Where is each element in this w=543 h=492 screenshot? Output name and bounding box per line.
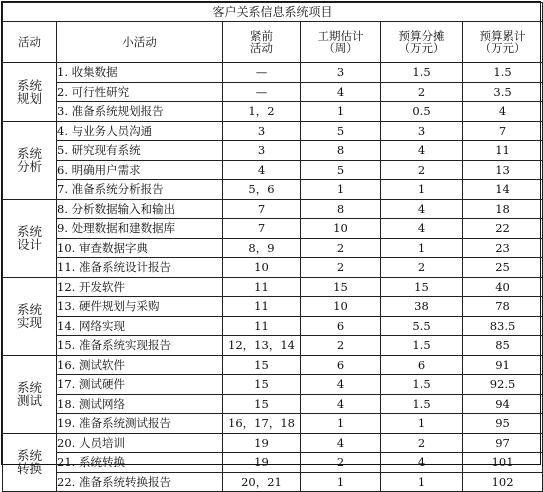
predecessor-cell: 15: [223, 375, 301, 395]
budget-cell: 0.5: [381, 102, 463, 122]
sub-activity-cell: 10. 审查数据字典: [57, 238, 223, 258]
table-row: [3, 141, 543, 161]
cumulative-cell: 40: [463, 277, 543, 297]
duration-cell: 10: [301, 297, 381, 317]
predecessor-cell: 3: [223, 121, 301, 141]
budget-cell: 38: [381, 297, 463, 317]
duration-cell: 4: [301, 433, 381, 453]
table-row: [3, 394, 543, 414]
duration-cell: 8: [301, 199, 381, 219]
duration-cell: 5: [301, 160, 381, 180]
duration-cell: 1: [301, 102, 381, 122]
cumulative-cell: 102: [463, 472, 543, 492]
budget-cell: 6: [381, 355, 463, 375]
sub-activity-cell: 8. 分析数据输入和输出: [57, 199, 223, 219]
table-row: [3, 199, 543, 219]
budget-cell: 4: [381, 141, 463, 161]
duration-cell: 6: [301, 355, 381, 375]
table-row: [3, 277, 543, 297]
budget-cell: 4: [381, 219, 463, 239]
predecessor-cell: —: [223, 63, 301, 83]
sub-activity-cell: 20. 人员培训: [57, 433, 223, 453]
table-row: [3, 102, 543, 122]
sub-activity-cell: 4. 与业务人员沟通: [57, 121, 223, 141]
budget-cell: 1.5: [381, 394, 463, 414]
predecessor-cell: 7: [223, 219, 301, 239]
project-budget-table-sheet: [1, 1, 541, 489]
table-row: [3, 433, 543, 453]
budget-cell: 5.5: [381, 316, 463, 336]
cumulative-cell: 13: [463, 160, 543, 180]
duration-cell: 2: [301, 258, 381, 278]
budget-cell: 2: [381, 82, 463, 102]
header-budget: 预算分摊 （万元）: [381, 22, 463, 63]
table-row: [3, 180, 543, 200]
duration-cell: 1: [301, 472, 381, 492]
predecessor-cell: 3: [223, 141, 301, 161]
duration-cell: 6: [301, 316, 381, 336]
budget-cell: 1: [381, 238, 463, 258]
budget-cell: 1.5: [381, 63, 463, 83]
project-budget-table: [2, 2, 543, 492]
cumulative-cell: 11: [463, 141, 543, 161]
table-row: [3, 160, 543, 180]
header-cumulative: 预算累计 （万元）: [463, 22, 543, 63]
cumulative-cell: 101: [463, 453, 543, 473]
sub-activity-cell: 2. 可行性研究: [57, 82, 223, 102]
duration-cell: 4: [301, 394, 381, 414]
budget-cell: 1: [381, 180, 463, 200]
cumulative-cell: 85: [463, 336, 543, 356]
table-row: [3, 82, 543, 102]
activity-group-cell: 系统 实现: [3, 277, 57, 355]
cumulative-cell: 7: [463, 121, 543, 141]
duration-cell: 2: [301, 336, 381, 356]
predecessor-cell: 12，13，14: [223, 336, 301, 356]
cumulative-cell: 91: [463, 355, 543, 375]
duration-cell: 5: [301, 121, 381, 141]
sub-activity-cell: 3. 准备系统规划报告: [57, 102, 223, 122]
table-row: [3, 297, 543, 317]
table-row: [3, 414, 543, 434]
cumulative-cell: 23: [463, 238, 543, 258]
sub-activity-cell: 9. 处理数据和建数据库: [57, 219, 223, 239]
predecessor-cell: —: [223, 82, 301, 102]
sub-activity-cell: 16. 测试软件: [57, 355, 223, 375]
budget-cell: 1: [381, 414, 463, 434]
predecessor-cell: 15: [223, 394, 301, 414]
cumulative-cell: 3.5: [463, 82, 543, 102]
budget-cell: 2: [381, 433, 463, 453]
predecessor-cell: 10: [223, 258, 301, 278]
sub-activity-cell: 12. 开发软件: [57, 277, 223, 297]
sub-activity-cell: 11. 准备系统设计报告: [57, 258, 223, 278]
cumulative-cell: 94: [463, 394, 543, 414]
cumulative-cell: 25: [463, 258, 543, 278]
table-row: [3, 472, 543, 492]
table-row: [3, 258, 543, 278]
cumulative-cell: 4: [463, 102, 543, 122]
table-row: [3, 336, 543, 356]
predecessor-cell: 5，6: [223, 180, 301, 200]
table-row: [3, 453, 543, 473]
header-sub-activity: 小活动: [57, 22, 223, 63]
predecessor-cell: 20，21: [223, 472, 301, 492]
duration-cell: 4: [301, 82, 381, 102]
budget-cell: 3: [381, 121, 463, 141]
duration-cell: 2: [301, 453, 381, 473]
table-row: [3, 121, 543, 141]
sub-activity-cell: 14. 网络实现: [57, 316, 223, 336]
activity-group-cell: 系统 转换: [3, 433, 57, 492]
header-predecessor: 紧前 活动: [223, 22, 301, 63]
duration-cell: 15: [301, 277, 381, 297]
sub-activity-cell: 17. 测试硬件: [57, 375, 223, 395]
activity-group-cell: 系统 分析: [3, 121, 57, 199]
header-activity: 活动: [3, 22, 57, 63]
predecessor-cell: 15: [223, 355, 301, 375]
table-title: 客户关系信息系统项目: [3, 3, 543, 22]
budget-cell: 2: [381, 160, 463, 180]
activity-group-cell: 系统 设计: [3, 199, 57, 277]
predecessor-cell: 4: [223, 160, 301, 180]
table-row: [3, 238, 543, 258]
table-row: [3, 355, 543, 375]
cumulative-cell: 18: [463, 199, 543, 219]
duration-cell: 3: [301, 63, 381, 83]
cumulative-cell: 83.5: [463, 316, 543, 336]
predecessor-cell: 1，2: [223, 102, 301, 122]
cumulative-cell: 92.5: [463, 375, 543, 395]
predecessor-cell: 19: [223, 453, 301, 473]
sub-activity-cell: 15. 准备系统实现报告: [57, 336, 223, 356]
sub-activity-cell: 21. 系统转换: [57, 453, 223, 473]
cumulative-cell: 97: [463, 433, 543, 453]
sub-activity-cell: 7. 准备系统分析报告: [57, 180, 223, 200]
header-duration: 工期估计 （周）: [301, 22, 381, 63]
sub-activity-cell: 5. 研究现有系统: [57, 141, 223, 161]
duration-cell: 2: [301, 238, 381, 258]
budget-cell: 1: [381, 472, 463, 492]
predecessor-cell: 19: [223, 433, 301, 453]
budget-cell: 4: [381, 453, 463, 473]
sub-activity-cell: 6. 明确用户需求: [57, 160, 223, 180]
table-row: [3, 63, 543, 83]
budget-cell: 15: [381, 277, 463, 297]
table-row: [3, 316, 543, 336]
budget-cell: 1.5: [381, 375, 463, 395]
sub-activity-cell: 22. 准备系统转换报告: [57, 472, 223, 492]
predecessor-cell: 8，9: [223, 238, 301, 258]
table-row: [3, 219, 543, 239]
sub-activity-cell: 13. 硬件规划与采购: [57, 297, 223, 317]
predecessor-cell: 7: [223, 199, 301, 219]
activity-group-cell: 系统 测试: [3, 355, 57, 433]
duration-cell: 4: [301, 375, 381, 395]
cumulative-cell: 78: [463, 297, 543, 317]
cumulative-cell: 95: [463, 414, 543, 434]
duration-cell: 10: [301, 219, 381, 239]
predecessor-cell: 11: [223, 316, 301, 336]
cumulative-cell: 22: [463, 219, 543, 239]
predecessor-cell: 11: [223, 297, 301, 317]
table-body: [3, 63, 543, 492]
budget-cell: 4: [381, 199, 463, 219]
cumulative-cell: 14: [463, 180, 543, 200]
table-row: [3, 375, 543, 395]
sub-activity-cell: 1. 收集数据: [57, 63, 223, 83]
predecessor-cell: 11: [223, 277, 301, 297]
duration-cell: 1: [301, 414, 381, 434]
duration-cell: 8: [301, 141, 381, 161]
duration-cell: 1: [301, 180, 381, 200]
predecessor-cell: 16，17，18: [223, 414, 301, 434]
sub-activity-cell: 19. 准备系统测试报告: [57, 414, 223, 434]
budget-cell: 2: [381, 258, 463, 278]
sub-activity-cell: 18. 测试网络: [57, 394, 223, 414]
cumulative-cell: 1.5: [463, 63, 543, 83]
budget-cell: 1.5: [381, 336, 463, 356]
activity-group-cell: 系统 规划: [3, 63, 57, 122]
